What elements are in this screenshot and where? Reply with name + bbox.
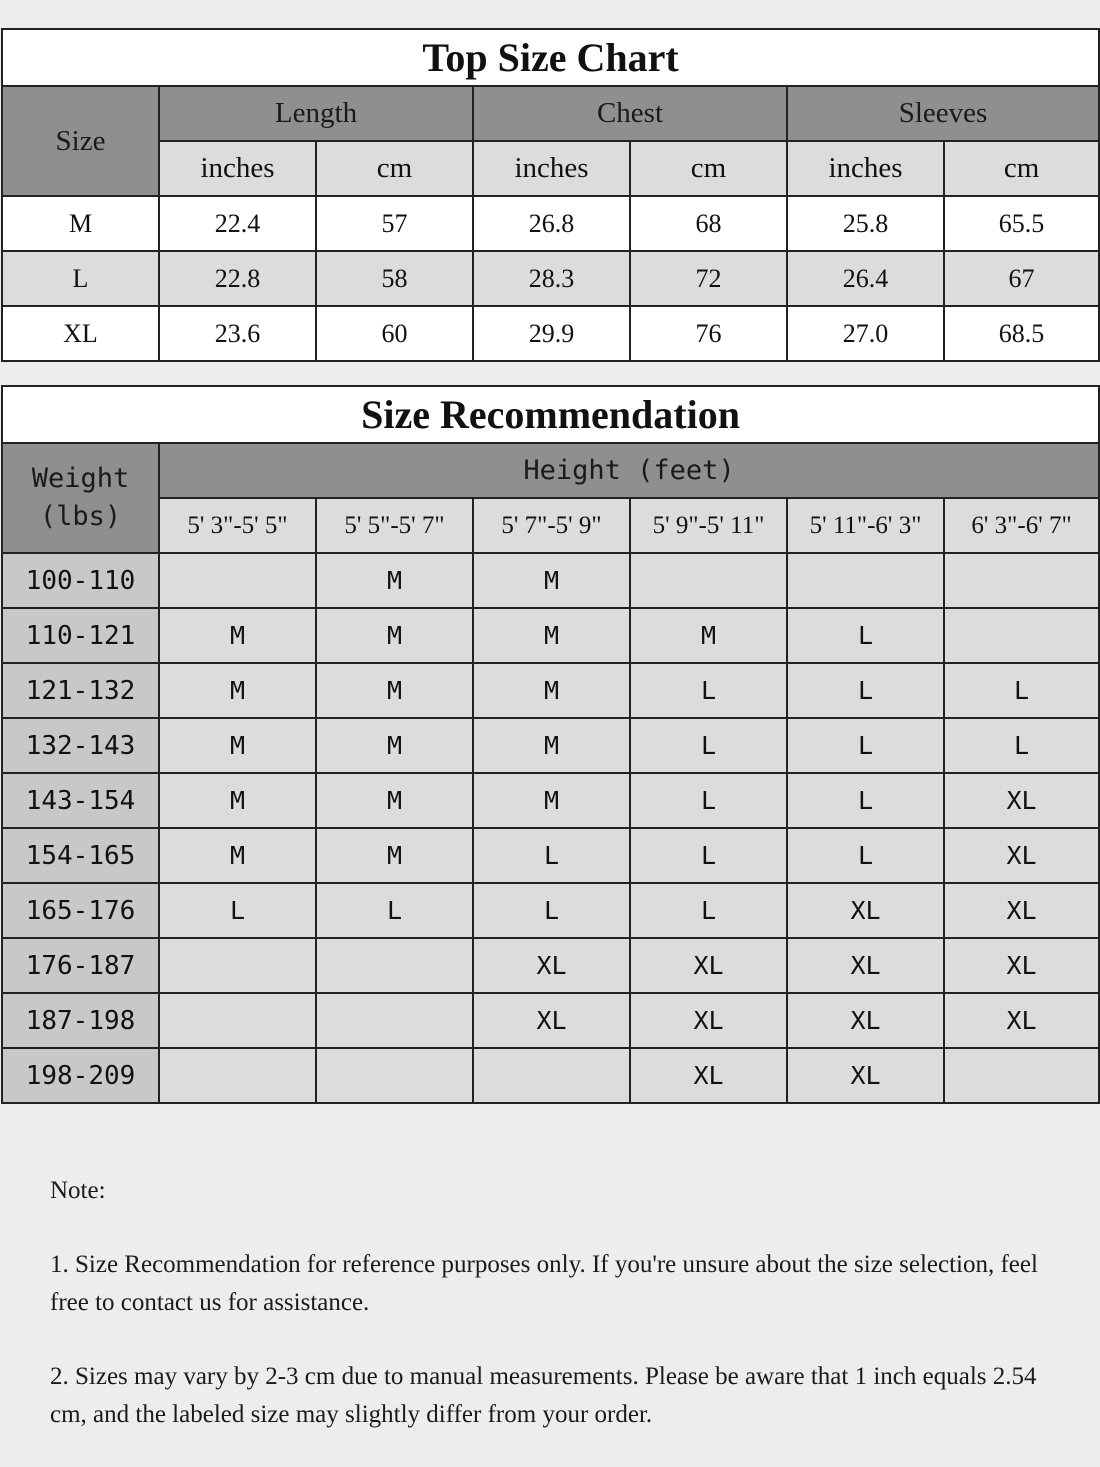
recommended-size-cell: XL bbox=[944, 773, 1099, 828]
recommended-size-cell: M bbox=[159, 773, 316, 828]
table-row bbox=[2, 993, 1099, 1048]
unit-header: cm bbox=[316, 141, 473, 196]
recommended-size-cell bbox=[944, 553, 1099, 608]
recommended-size-cell: L bbox=[630, 663, 787, 718]
height-column-header: 6' 3"-6' 7" bbox=[944, 498, 1099, 553]
height-column-header: 5' 5"-5' 7" bbox=[316, 498, 473, 553]
table-row bbox=[2, 828, 1099, 883]
measurement-cell: 58 bbox=[316, 251, 473, 306]
measurement-cell: 68 bbox=[630, 196, 787, 251]
weight-range: 187-198 bbox=[2, 993, 159, 1048]
table-row bbox=[2, 883, 1099, 938]
recommended-size-cell: M bbox=[316, 773, 473, 828]
size-recommendation-table bbox=[1, 385, 1100, 1104]
recommended-size-cell: L bbox=[787, 718, 944, 773]
recommended-size-cell: L bbox=[630, 828, 787, 883]
recommended-size-cell bbox=[316, 1048, 473, 1103]
measurement-cell: 67 bbox=[944, 251, 1099, 306]
height-column-header: 5' 3"-5' 5" bbox=[159, 498, 316, 553]
size-label: XL bbox=[2, 306, 159, 361]
weight-range: 165-176 bbox=[2, 883, 159, 938]
weight-header bbox=[2, 443, 159, 553]
unit-header: inches bbox=[473, 141, 630, 196]
weight-range: 132-143 bbox=[2, 718, 159, 773]
recommended-size-cell: L bbox=[787, 828, 944, 883]
recommended-size-cell: M bbox=[473, 663, 630, 718]
recommended-size-cell: XL bbox=[944, 938, 1099, 993]
table-row bbox=[2, 196, 1099, 251]
group-header-length: Length bbox=[159, 86, 473, 141]
measurement-cell: 28.3 bbox=[473, 251, 630, 306]
recommended-size-cell: XL bbox=[787, 1048, 944, 1103]
table-row bbox=[2, 553, 1099, 608]
recommended-size-cell: L bbox=[630, 718, 787, 773]
recommended-size-cell bbox=[316, 993, 473, 1048]
recommended-size-cell: M bbox=[316, 608, 473, 663]
recommended-size-cell: XL bbox=[787, 993, 944, 1048]
table-row bbox=[2, 773, 1099, 828]
weight-range: 198-209 bbox=[2, 1048, 159, 1103]
table-row bbox=[2, 608, 1099, 663]
height-header: Height (feet) bbox=[159, 443, 1099, 498]
measurement-cell: 76 bbox=[630, 306, 787, 361]
recommendation-title: Size Recommendation bbox=[2, 386, 1099, 443]
weight-range: 100-110 bbox=[2, 553, 159, 608]
weight-range: 110-121 bbox=[2, 608, 159, 663]
recommended-size-cell: L bbox=[473, 828, 630, 883]
size-label: M bbox=[2, 196, 159, 251]
measurement-cell: 65.5 bbox=[944, 196, 1099, 251]
recommended-size-cell: L bbox=[630, 773, 787, 828]
recommended-size-cell: M bbox=[473, 553, 630, 608]
height-column-header: 5' 9"-5' 11" bbox=[630, 498, 787, 553]
recommended-size-cell bbox=[159, 993, 316, 1048]
weight-header-label: Weight bbox=[31, 463, 130, 494]
measurement-cell: 68.5 bbox=[944, 306, 1099, 361]
recommended-size-cell: M bbox=[630, 608, 787, 663]
recommended-size-cell: L bbox=[473, 883, 630, 938]
recommended-size-cell bbox=[159, 1048, 316, 1103]
unit-header: cm bbox=[630, 141, 787, 196]
recommended-size-cell: L bbox=[944, 718, 1099, 773]
measurement-cell: 26.8 bbox=[473, 196, 630, 251]
measurement-cell: 22.4 bbox=[159, 196, 316, 251]
recommended-size-cell: XL bbox=[944, 828, 1099, 883]
measurement-cell: 57 bbox=[316, 196, 473, 251]
measurement-cell: 60 bbox=[316, 306, 473, 361]
size-label: L bbox=[2, 251, 159, 306]
recommended-size-cell: XL bbox=[944, 993, 1099, 1048]
unit-header: inches bbox=[787, 141, 944, 196]
recommended-size-cell bbox=[944, 1048, 1099, 1103]
table-row bbox=[2, 663, 1099, 718]
weight-range: 143-154 bbox=[2, 773, 159, 828]
recommended-size-cell: L bbox=[316, 883, 473, 938]
recommended-size-cell: L bbox=[787, 773, 944, 828]
recommended-size-cell: XL bbox=[944, 883, 1099, 938]
recommended-size-cell: XL bbox=[630, 938, 787, 993]
weight-range: 121-132 bbox=[2, 663, 159, 718]
recommended-size-cell bbox=[630, 553, 787, 608]
recommended-size-cell: M bbox=[159, 718, 316, 773]
notes-section bbox=[50, 1172, 1050, 1434]
recommended-size-cell: XL bbox=[787, 883, 944, 938]
recommended-size-cell: L bbox=[787, 608, 944, 663]
recommended-size-cell bbox=[944, 608, 1099, 663]
recommended-size-cell: L bbox=[944, 663, 1099, 718]
height-column-header: 5' 11"-6' 3" bbox=[787, 498, 944, 553]
weight-header-unit: (lbs) bbox=[39, 501, 122, 532]
unit-header: inches bbox=[159, 141, 316, 196]
height-column-header: 5' 7"-5' 9" bbox=[473, 498, 630, 553]
recommended-size-cell: M bbox=[159, 828, 316, 883]
table-row bbox=[2, 251, 1099, 306]
note-item: 2. Sizes may vary by 2-3 cm due to manual measurements. Please be aware that 1 inch equals 2.54 cm, and the labeled size may slightly differ from your order. bbox=[50, 1363, 1037, 1428]
measurement-cell: 25.8 bbox=[787, 196, 944, 251]
recommended-size-cell bbox=[159, 553, 316, 608]
recommended-size-cell: L bbox=[787, 663, 944, 718]
measurement-cell: 72 bbox=[630, 251, 787, 306]
recommended-size-cell: M bbox=[473, 718, 630, 773]
table-row bbox=[2, 718, 1099, 773]
weight-range: 154-165 bbox=[2, 828, 159, 883]
recommended-size-cell: M bbox=[316, 718, 473, 773]
size-chart-title: Top Size Chart bbox=[2, 29, 1099, 86]
recommended-size-cell: XL bbox=[787, 938, 944, 993]
size-header: Size bbox=[2, 86, 159, 196]
recommended-size-cell: XL bbox=[473, 993, 630, 1048]
recommended-size-cell: M bbox=[316, 828, 473, 883]
recommended-size-cell: M bbox=[159, 663, 316, 718]
recommended-size-cell: M bbox=[316, 663, 473, 718]
measurement-cell: 26.4 bbox=[787, 251, 944, 306]
recommended-size-cell: L bbox=[159, 883, 316, 938]
unit-header: cm bbox=[944, 141, 1099, 196]
table-row bbox=[2, 1048, 1099, 1103]
recommended-size-cell bbox=[787, 553, 944, 608]
recommended-size-cell: XL bbox=[630, 993, 787, 1048]
measurement-cell: 27.0 bbox=[787, 306, 944, 361]
weight-range: 176-187 bbox=[2, 938, 159, 993]
recommended-size-cell: M bbox=[473, 773, 630, 828]
recommended-size-cell: XL bbox=[630, 1048, 787, 1103]
recommended-size-cell bbox=[159, 938, 316, 993]
table-row bbox=[2, 306, 1099, 361]
recommended-size-cell: M bbox=[159, 608, 316, 663]
recommended-size-cell bbox=[316, 938, 473, 993]
recommended-size-cell: L bbox=[630, 883, 787, 938]
notes-heading: Note: bbox=[50, 1177, 106, 1204]
recommended-size-cell: M bbox=[473, 608, 630, 663]
note-item: 1. Size Recommendation for reference purposes only. If you're unsure about the size selection, feel free to contact us for assistance. bbox=[50, 1251, 1038, 1316]
size-chart-table bbox=[1, 28, 1100, 362]
group-header-sleeves: Sleeves bbox=[787, 86, 1099, 141]
recommended-size-cell bbox=[473, 1048, 630, 1103]
recommended-size-cell: XL bbox=[473, 938, 630, 993]
measurement-cell: 23.6 bbox=[159, 306, 316, 361]
table-row bbox=[2, 938, 1099, 993]
measurement-cell: 22.8 bbox=[159, 251, 316, 306]
group-header-chest: Chest bbox=[473, 86, 787, 141]
measurement-cell: 29.9 bbox=[473, 306, 630, 361]
recommended-size-cell: M bbox=[316, 553, 473, 608]
